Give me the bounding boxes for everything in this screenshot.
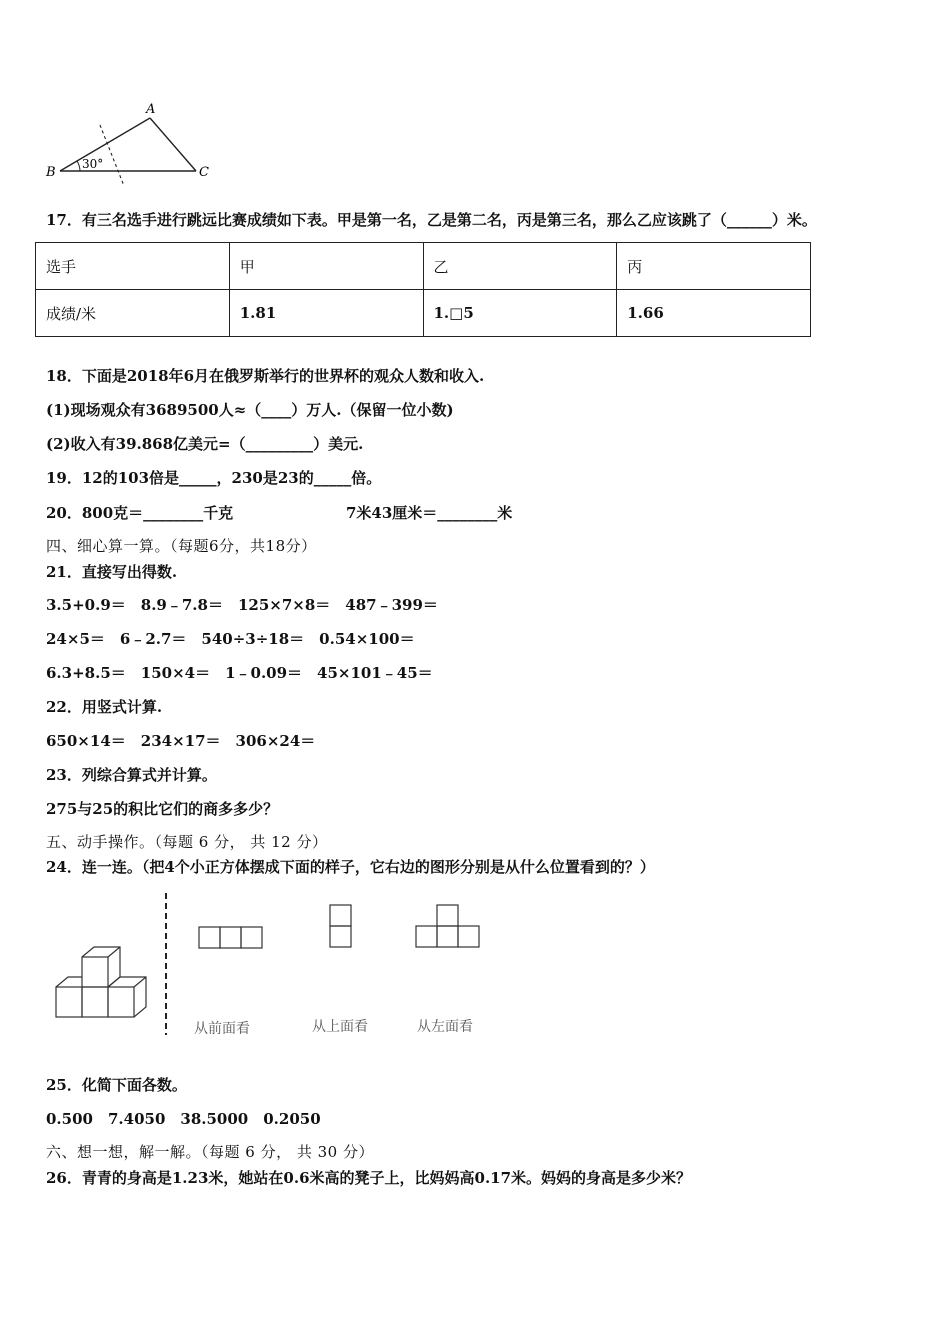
section-6-heading: 六、想一想，解一解。（每题 6 分， 共 30 分） [46, 1143, 374, 1161]
caption-top-view: 从上面看 [312, 1019, 368, 1035]
q20-part-a: 20．800克＝________千克 [46, 504, 234, 522]
q22-row: 650×14＝ 234×17＝ 306×24＝ [46, 732, 316, 750]
q18-text: 18．下面是2018年6月在俄罗斯举行的世界杯的观众人数和收入. [46, 367, 485, 385]
table-cell: 乙 [423, 243, 617, 290]
view-left-shape [416, 905, 479, 947]
q25-title: 25．化简下面各数。 [46, 1076, 187, 1094]
view-top-shape [330, 905, 351, 947]
cube-stack-drawing [56, 947, 146, 1017]
q19-text: 19．12的103倍是_____，230是23的_____倍。 [46, 469, 382, 487]
section-4-heading: 四、细心算一算。（每题6分，共18分） [46, 537, 317, 555]
q18-part2: (2)收入有39.868亿美元=（_________）美元. [46, 435, 364, 453]
caption-left-view: 从左面看 [417, 1019, 473, 1035]
q21-row-2: 24×5＝ 6﹣2.7＝ 540÷3÷18＝ 0.54×100＝ [46, 630, 415, 648]
table-cell: 1.66 [617, 290, 811, 337]
label-b: B [46, 165, 56, 180]
table-cell: 丙 [617, 243, 811, 290]
label-c: C [199, 165, 209, 180]
q17-text: 17．有三名选手进行跳远比赛成绩如下表。甲是第一名，乙是第二名，丙是第三名，那么乙应该跳了（______）米。 [46, 211, 817, 229]
caption-front-view: 从前面看 [194, 1021, 250, 1037]
q21-row-1: 3.5+0.9＝ 8.9﹣7.8＝ 125×7×8＝ 487﹣399＝ [46, 596, 438, 614]
q21-row-3: 6.3+8.5＝ 150×4＝ 1﹣0.09＝ 45×101﹣45＝ [46, 664, 433, 682]
table-cell: 选手 [36, 243, 230, 290]
triangle-figure [40, 98, 230, 188]
table-cell: 1.81 [229, 290, 423, 337]
cube-views-figure [40, 885, 510, 1045]
label-angle: 30° [82, 157, 104, 171]
label-a: A [146, 102, 156, 117]
table-cell: 甲 [229, 243, 423, 290]
score-table [35, 242, 811, 337]
q21-title: 21．直接写出得数. [46, 563, 178, 581]
side-ba [60, 118, 150, 171]
side-ac [150, 118, 196, 171]
q23-text: 275与25的积比它们的商多多少？ [46, 800, 279, 818]
q26-text: 26．青青的身高是1.23米，她站在0.6米高的凳子上，比妈妈高0.17米。妈妈的身高是多少米？ [46, 1169, 692, 1187]
q18-part1: (1)现场观众有3689500人≈（____）万人.（保留一位小数) [46, 401, 454, 419]
dashed-line [100, 125, 124, 186]
q20-part-b: 7米43厘米＝________米 [346, 504, 513, 522]
table-cell: 成绩/米 [36, 290, 230, 337]
q23-title: 23．列综合算式并计算。 [46, 766, 217, 784]
angle-arc [77, 161, 80, 171]
section-5-heading: 五、动手操作。（每题 6 分， 共 12 分） [46, 833, 328, 851]
q24-title: 24．连一连。（把4个小正方体摆成下面的样子，它右边的图形分别是从什么位置看到的？） [46, 858, 655, 876]
view-front-shape [199, 927, 262, 948]
q25-row: 0.500 7.4050 38.5000 0.2050 [46, 1110, 321, 1128]
table-header-row [36, 243, 811, 290]
table-cell: 1.□5 [423, 290, 617, 337]
table-row [36, 290, 811, 337]
q22-title: 22．用竖式计算. [46, 698, 163, 716]
